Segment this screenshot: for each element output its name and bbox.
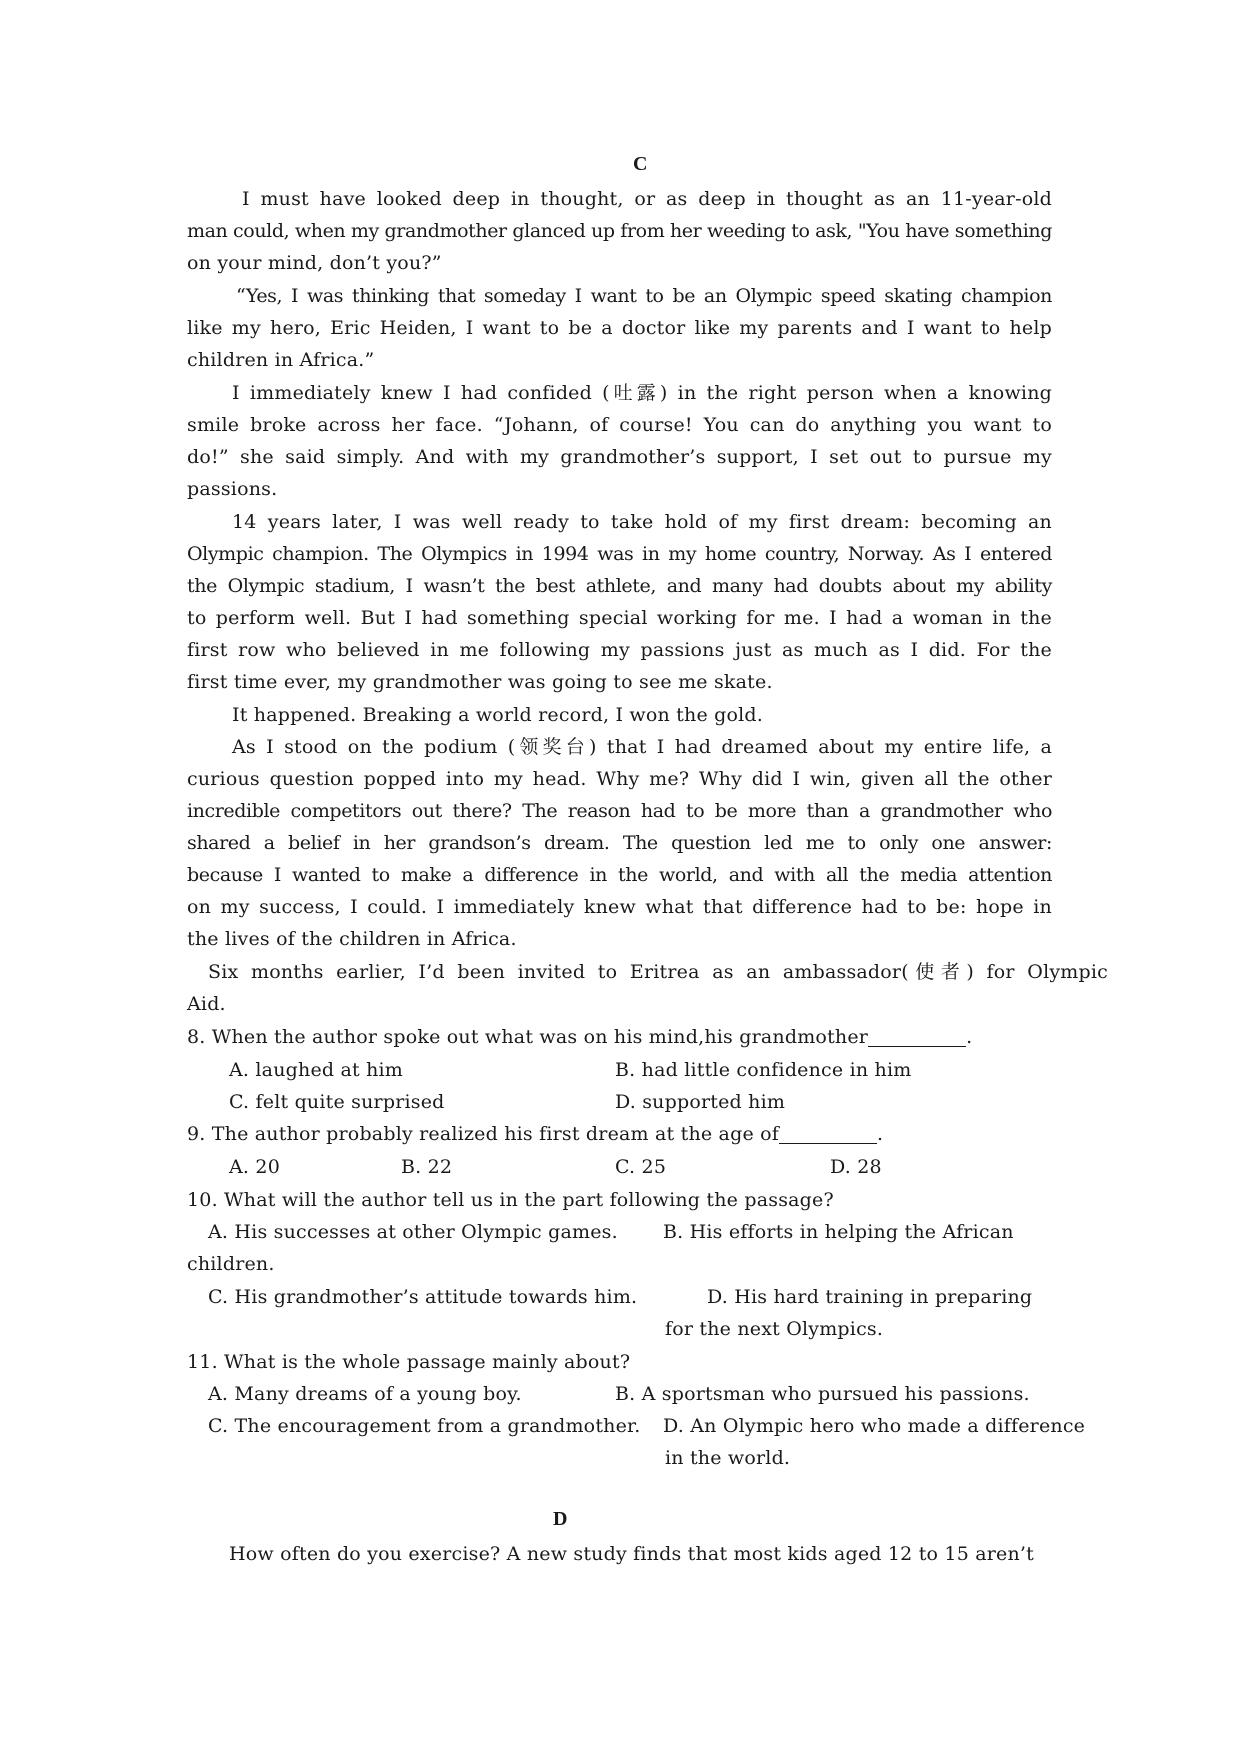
option-8d[interactable]: D. supported him — [615, 1091, 786, 1113]
option-11a[interactable]: A. Many dreams of a young boy. — [208, 1383, 522, 1405]
answer-blank[interactable] — [779, 1123, 877, 1144]
passage-line: I must have looked deep in thought, or as deep in thought as an 11-year-old — [242, 188, 1052, 210]
passage-line: I immediately knew I had confided (吐露) in the right person when a knowing — [232, 382, 1052, 404]
option-11c[interactable]: C. The encouragement from a grandmother. — [208, 1415, 641, 1437]
question-8-end: . — [966, 1026, 973, 1048]
passage-line: incredible competitors out there? The reason had to be more than a grandmother who — [187, 800, 1052, 822]
option-10d[interactable]: D. His hard training in preparing — [707, 1286, 1033, 1308]
option-9a[interactable]: A. 20 — [229, 1156, 280, 1178]
passage-line: Olympic champion. The Olympics in 1994 was in my home country, Norway. As I entered — [187, 543, 1052, 565]
passage-line: “Yes, I was thinking that someday I want to be an Olympic speed skating champion — [236, 285, 1052, 307]
passage-line: on your mind, don’t you?” — [187, 252, 442, 274]
option-10d-continued: for the next Olympics. — [665, 1318, 884, 1340]
option-11b[interactable]: B. A sportsman who pursued his passions. — [615, 1383, 1030, 1405]
question-8 — [187, 1021, 1052, 1053]
option-9d[interactable]: D. 28 — [830, 1156, 882, 1178]
passage-line: the Olympic stadium, I wasn’t the best athlete, and many had doubts about my ability — [187, 575, 1052, 597]
option-11d-continued: in the world. — [665, 1447, 791, 1469]
passage-line: on my success, I could. I immediately knew what that difference had to be: hope in — [187, 896, 1052, 918]
question-10-stem: 10. What will the author tell us in the part following the passage? — [187, 1189, 834, 1211]
passage-line: smile broke across her face. “Johann, of course! You can do anything you want to — [187, 414, 1052, 436]
option-9b[interactable]: B. 22 — [401, 1156, 453, 1178]
option-10a[interactable]: A. His successes at other Olympic games. — [208, 1221, 618, 1243]
section-d-heading: D — [553, 1508, 568, 1530]
passage-line: shared a belief in her grandson’s dream. The question led me to only one answer: — [187, 832, 1052, 854]
passage-line: As I stood on the podium (领奖台) that I had dreamed about my entire life, a — [232, 736, 1052, 758]
passage-line: How often do you exercise? A new study finds that most kids aged 12 to 15 aren’t — [229, 1543, 1035, 1565]
option-10b-continued: children. — [187, 1253, 275, 1275]
answer-blank[interactable] — [868, 1026, 966, 1047]
passage-line: like my hero, Eric Heiden, I want to be a doctor like my parents and I want to help — [187, 317, 1052, 339]
question-9-stem: 9. The author probably realized his first dream at the age of — [187, 1123, 780, 1145]
passage-line: the lives of the children in Africa. — [187, 928, 517, 950]
passage-line: first row who believed in me following my passions just as much as I did. For the — [187, 639, 1052, 661]
option-10c[interactable]: C. His grandmother’s attitude towards him. — [208, 1286, 638, 1308]
section-c-heading: C — [633, 153, 648, 175]
option-11d[interactable]: D. An Olympic hero who made a difference — [663, 1415, 1086, 1437]
passage-line: curious question popped into my head. Why me? Why did I win, given all the other — [187, 768, 1052, 790]
passage-line: to perform well. But I had something special working for me. I had a woman in the — [187, 607, 1052, 629]
passage-line: do!” she said simply. And with my grandmother’s support, I set out to pursue my — [187, 446, 1052, 468]
passage-line: man could, when my grandmother glanced up from her weeding to ask, "You have something — [187, 220, 1052, 242]
passage-line: first time ever, my grandmother was going to see me skate. — [187, 671, 773, 693]
option-8b[interactable]: B. had little confidence in him — [615, 1059, 912, 1081]
question-9-end: . — [877, 1123, 884, 1145]
passage-line: Aid. — [187, 993, 226, 1015]
passage-line: children in Africa.” — [187, 349, 375, 371]
question-9 — [187, 1118, 1052, 1150]
option-8a[interactable]: A. laughed at him — [229, 1059, 404, 1081]
option-9c[interactable]: C. 25 — [615, 1156, 667, 1178]
option-8c[interactable]: C. felt quite surprised — [229, 1091, 445, 1113]
passage-line: It happened. Breaking a world record, I won the gold. — [232, 704, 764, 726]
passage-line: passions. — [187, 478, 278, 500]
passage-line: 14 years later, I was well ready to take hold of my first dream: becoming an — [232, 511, 1052, 533]
question-8-stem: 8. When the author spoke out what was on his mind,his grandmother — [187, 1026, 869, 1048]
passage-line: Six months earlier, I’d been invited to Eritrea as an ambassador(使者) for Olympic — [208, 961, 1108, 983]
passage-line: because I wanted to make a difference in the world, and with all the media attention — [187, 864, 1052, 886]
option-10b[interactable]: B. His efforts in helping the African — [663, 1221, 1014, 1243]
question-11-stem: 11. What is the whole passage mainly about? — [187, 1351, 631, 1373]
